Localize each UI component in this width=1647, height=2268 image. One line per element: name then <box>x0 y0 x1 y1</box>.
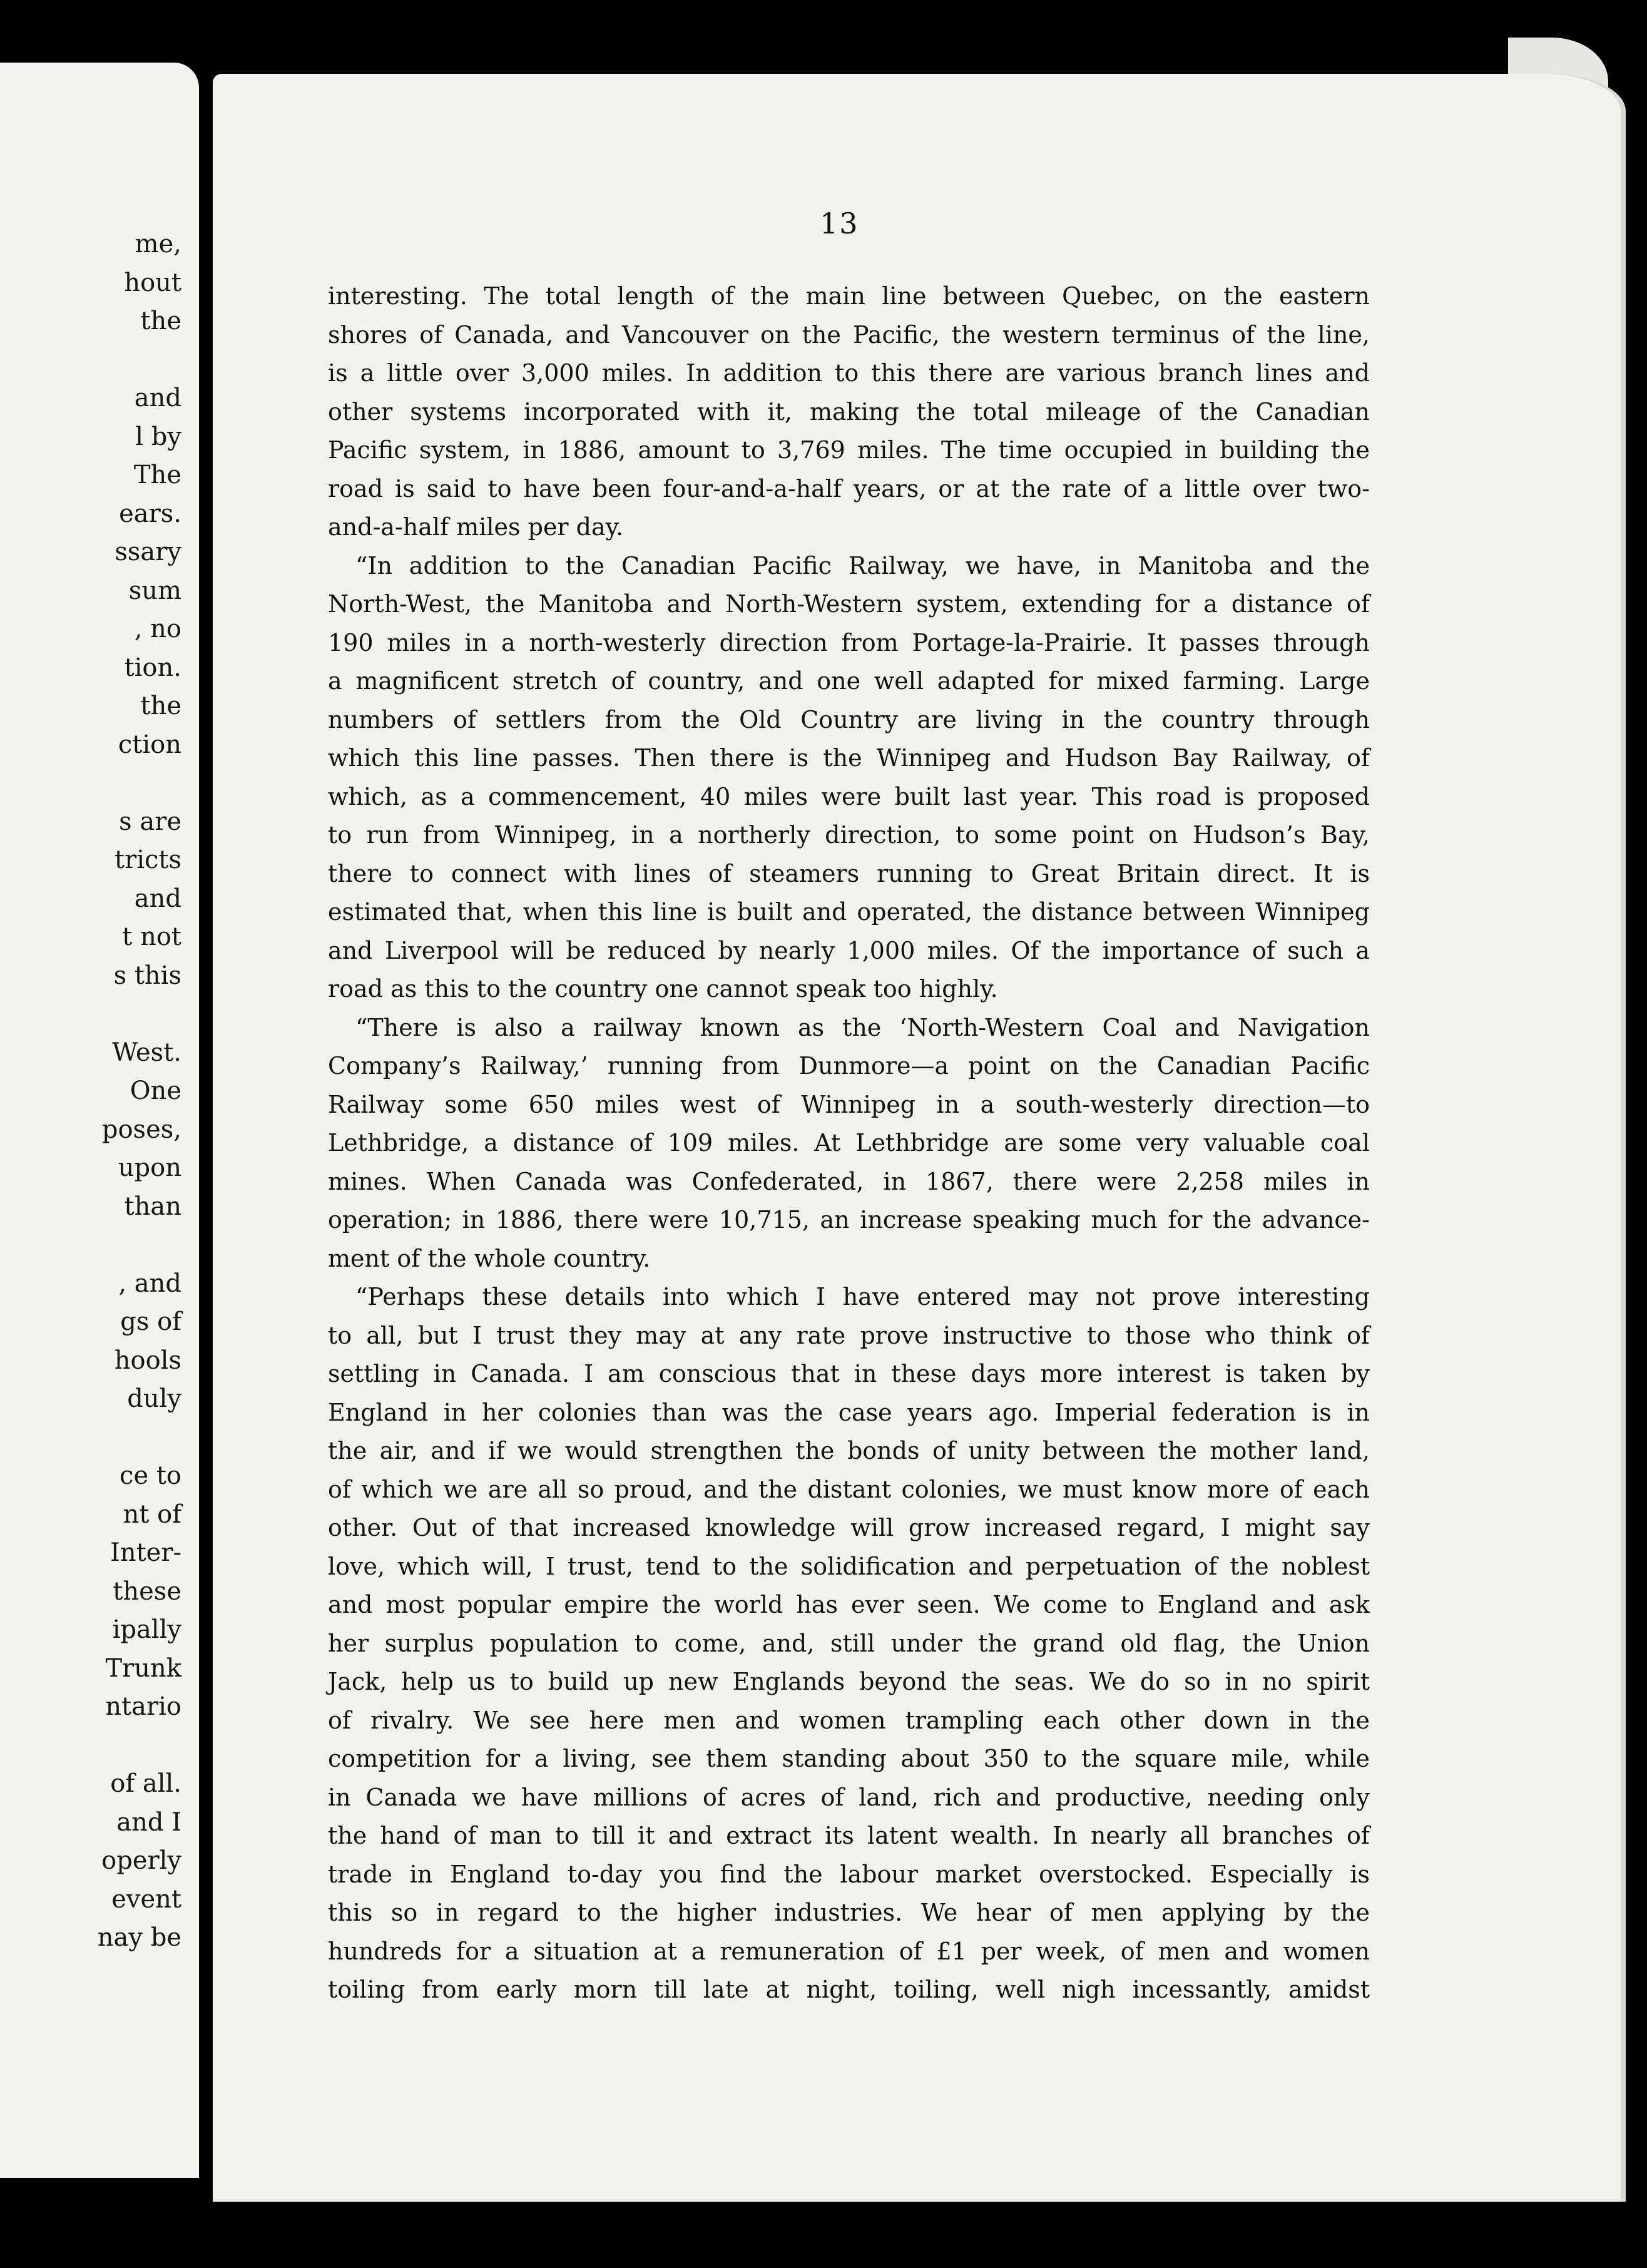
facing-page-fragment: ears. <box>119 499 181 528</box>
text-line: a magnificent stretch of country, and one well adapted for mixed farming. Large <box>328 667 1370 695</box>
facing-page-fragment: s are <box>119 807 181 836</box>
text-line: love, which will, I trust, tend to the solidification and perpetuation of the noblest <box>328 1552 1370 1580</box>
text-line: other. Out of that increased knowledge will grow increased regard, I might say <box>328 1514 1370 1541</box>
text-line: England in her colonies than was the case years ago. Imperial federation is in <box>328 1398 1370 1426</box>
text-line: mines. When Canada was Confederated, in 1867, there were 2,258 miles in <box>328 1167 1370 1195</box>
text-line: “In addition to the Canadian Pacific Railway, we have, in Manitoba and the <box>355 551 1370 580</box>
text-line: Jack, help us to build up new Englands beyond the seas. We do so in no spirit <box>328 1668 1370 1695</box>
text-line: and most popular empire the world has ever seen. We come to England and ask <box>328 1591 1370 1618</box>
facing-page-fragment: tricts <box>115 845 181 874</box>
text-line: estimated that, when this line is built and operated, the distance between Winnipeg <box>328 898 1370 926</box>
facing-page-fragment: event <box>111 1884 181 1914</box>
text-line: road as this to the country one cannot speak too highly. <box>328 975 998 1003</box>
text-line: her surplus population to come, and, still under the grand old flag, the Union <box>328 1629 1370 1657</box>
text-line: is a little over 3,000 miles. In addition to this there are various branch lines and <box>328 359 1370 387</box>
facing-page-fragment: the <box>140 307 181 335</box>
text-line: other systems incorporated with it, making the total mileage of the Canadian <box>328 397 1370 426</box>
facing-page-fragment: Trunk <box>105 1653 181 1683</box>
text-line: 190 miles in a north-westerly direction from Portage-la-Prairie. It passes through <box>328 628 1370 656</box>
facing-page-fragment: duly <box>127 1384 181 1413</box>
page-number: 13 <box>820 207 859 240</box>
text-line: operation; in 1886, there were 10,715, an increase speaking much for the advance- <box>328 1206 1370 1234</box>
facing-page-fragment: t not <box>122 922 181 951</box>
text-line: Railway some 650 miles west of Winnipeg in a south-westerly direction—to <box>328 1090 1370 1118</box>
text-line: the air, and if we would strengthen the bonds of unity between the mother land, <box>328 1437 1370 1464</box>
text-line: Lethbridge, a distance of 109 miles. At Lethbridge are some very valuable coal <box>328 1129 1370 1157</box>
facing-page-fragment: ssary <box>115 538 181 566</box>
text-line: “Perhaps these details into which I have entered may not prove interesting <box>355 1283 1370 1310</box>
text-line: Pacific system, in 1886, amount to 3,769 miles. The time occupied in building the <box>328 436 1370 464</box>
text-line: to run from Winnipeg, in a northerly direction, to some point on Hudson’s Bay, <box>328 821 1370 849</box>
facing-page-fragment: than <box>124 1192 181 1221</box>
text-line: there to connect with lines of steamers running to Great Britain direct. It is <box>328 859 1370 887</box>
text-line: Company’s Railway,’ running from Dunmore—a point on the Canadian Pacific <box>328 1052 1370 1080</box>
facing-page-fragment: , and <box>118 1269 181 1298</box>
text-line: in Canada we have millions of acres of land, rich and productive, needing only <box>328 1783 1370 1811</box>
text-line: of rivalry. We see here men and women trampling each other down in the <box>328 1706 1370 1734</box>
text-line: to all, but I trust they may at any rate prove instructive to those who think of <box>328 1321 1370 1349</box>
facing-page-fragment: West. <box>112 1038 181 1067</box>
facing-page-fragment: The <box>133 461 181 489</box>
text-line: numbers of settlers from the Old Country are living in the country through <box>328 705 1370 733</box>
facing-page-fragment: nay be <box>97 1923 181 1952</box>
text-line: and Liverpool will be reduced by nearly 1,000 miles. Of the importance of such a <box>328 936 1370 964</box>
facing-page <box>0 63 199 2178</box>
facing-page-fragment: these <box>113 1576 181 1606</box>
facing-page-fragment: upon <box>118 1153 181 1182</box>
facing-page-fragment: , no <box>134 615 181 643</box>
body-text <box>328 277 1370 2010</box>
facing-page-fragment: of all. <box>110 1769 181 1798</box>
text-line: interesting. The total length of the main line between Quebec, on the eastern <box>328 282 1370 310</box>
facing-page-fragment: and <box>134 884 181 913</box>
facing-page-fragment: hout <box>124 268 181 297</box>
text-line: North-West, the Manitoba and North-Western system, extending for a distance of <box>328 590 1370 618</box>
text-line: of which we are all so proud, and the distant colonies, we must know more of each <box>328 1475 1370 1503</box>
facing-page-fragment: ipally <box>112 1615 181 1644</box>
facing-page-fragment: ce to <box>120 1461 181 1490</box>
text-line: shores of Canada, and Vancouver on the Pacific, the western terminus of the line, <box>328 320 1370 349</box>
text-line: “There is also a railway known as the ‘North-Western Coal and Navigation <box>355 1013 1370 1041</box>
facing-page-fragment: s this <box>113 961 181 990</box>
text-line: trade in England to-day you find the labour market overstocked. Especially is <box>328 1860 1370 1888</box>
facing-page-fragment: the <box>140 692 181 720</box>
facing-page-fragment: sum <box>128 576 181 605</box>
facing-page-fragment: ction <box>118 730 181 759</box>
facing-page-fragment: Inter- <box>110 1538 181 1567</box>
text-line: toiling from early morn till late at night, toiling, well nigh incessantly, amidst <box>328 1976 1370 2003</box>
facing-page-fragment: hools <box>114 1346 181 1375</box>
facing-page-fragment: tion. <box>124 653 181 682</box>
text-line: which, as a commencement, 40 miles were built last year. This road is proposed <box>328 782 1370 810</box>
text-line: competition for a living, see them standing about 350 to the square mile, while <box>328 1745 1370 1772</box>
text-line: which this line passes. Then there is the Winnipeg and Hudson Bay Railway, of <box>328 744 1370 772</box>
facing-page-fragment: poses, <box>101 1115 181 1144</box>
facing-page-fragment: ntario <box>105 1692 181 1721</box>
facing-page-fragment: and I <box>116 1807 181 1837</box>
text-line: road is said to have been four-and-a-half years, or at the rate of a little over two- <box>328 474 1370 503</box>
facing-page-fragment: gs of <box>120 1307 181 1336</box>
text-line: and-a-half miles per day. <box>328 513 624 541</box>
text-line: settling in Canada. I am conscious that in these days more interest is taken by <box>328 1360 1370 1387</box>
facing-page-fragment: One <box>130 1076 181 1105</box>
text-line: this so in regard to the higher industries. We hear of men applying by the <box>328 1899 1370 1926</box>
text-line: ment of the whole country. <box>328 1244 651 1272</box>
facing-page-fragment: operly <box>101 1846 181 1875</box>
facing-page-fragment: nt of <box>123 1499 181 1529</box>
text-line: hundreds for a situation at a remuneration of £1 per week, of men and women <box>328 1937 1370 1965</box>
facing-page-fragment: me, <box>135 230 181 258</box>
facing-page-fragment: l by <box>135 422 181 451</box>
text-line: the hand of man to till it and extract its latent wealth. In nearly all branches of <box>328 1822 1370 1849</box>
facing-page-fragment: and <box>134 384 181 412</box>
